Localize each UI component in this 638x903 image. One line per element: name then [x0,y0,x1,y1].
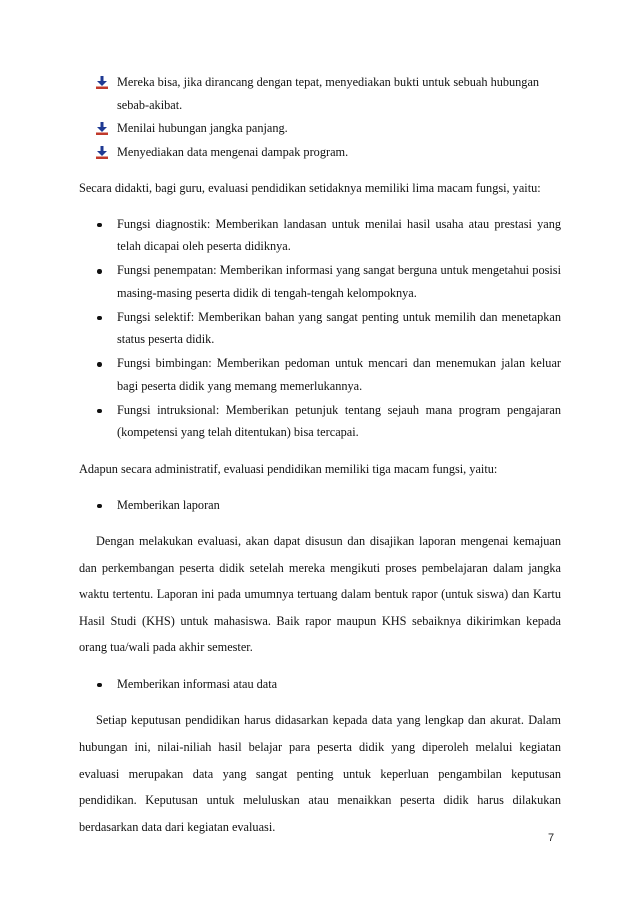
page-content [79,71,561,840]
bullet-dot-icon [97,316,102,321]
bullet-dot-icon [97,223,102,228]
bullet-dot-icon [97,362,102,367]
intro-admin: Adapun secara administratif, evaluasi pendidikan memiliki tiga macam fungsi, yaitu: [79,462,498,476]
list-item [96,117,561,140]
list-item-text: Fungsi intruksional: Memberikan petunjuk tentang sejauh mana program pengajaran (kompetensi yang telah ditentukan) bisa tercapai. [117,402,561,439]
list-item-text: Menilai hubungan jangka panjang. [117,121,288,135]
didactic-functions-list [97,213,561,444]
list-item [96,71,561,116]
bullet-dot-icon [97,269,102,274]
bullet-dot-icon [97,504,102,509]
bullet-dot-icon [97,683,102,688]
list-item [97,673,561,696]
list-item-text: Memberikan laporan [117,497,220,512]
admin-paragraph-2: Setiap keputusan pendidikan harus didasarkan kepada data yang lengkap dan akurat. Dalam hubungan ini, nilai-niliah hasil belajar para peserta didik yang diperoleh melalui kegiatan evaluasi merupakan data yang sangat penting untuk keperluan pengambilan keputusan pendidikan. Keputusan untuk meluluskan atau menaikkan peserta didik harus dilakukan berdasarkan data dari kegiatan evaluasi. [79,713,561,834]
list-item-text: Fungsi selektif: Memberikan bahan yang sangat penting untuk memilih dan menetapkan status peserta didik. [117,309,561,346]
list-item [97,399,561,444]
list-item-text: Menyediakan data mengenai dampak program. [117,144,349,159]
list-item-text: Fungsi penempatan: Memberikan informasi yang sangat berguna untuk mengetahui posisi masing-masing peserta didik di tengah-tengah kelompoknya. [117,263,561,300]
list-item [97,213,561,258]
list-item [97,352,561,397]
arrow-bullet-icon [96,76,108,89]
list-item [97,494,561,517]
page-number: 7 [548,832,555,844]
arrow-bullet-icon [96,146,108,159]
admin-functions-list-1 [97,494,561,517]
arrow-bullet-list [96,71,561,163]
list-item-text: Mereka bisa, jika dirancang dengan tepat, menyediakan bukti untuk sebuah hubungan sebab-akibat. [117,75,540,112]
list-item [96,141,561,164]
intro-didactic: Secara didakti, bagi guru, evaluasi pendidikan setidaknya memiliki lima macam fungsi, yaitu: [79,181,541,195]
list-item-text: Fungsi diagnostik: Memberikan landasan untuk menilai hasil usaha atau prestasi yang telah dicapai oleh peserta didiknya. [117,216,561,253]
list-item-text: Memberikan informasi atau data [117,676,278,691]
arrow-bullet-icon [96,122,108,135]
bullet-dot-icon [97,409,102,414]
list-item [97,306,561,351]
admin-paragraph-1: Dengan melakukan evaluasi, akan dapat disusun dan disajikan laporan mengenai kemajuan dan perkembangan peserta didik setelah mereka mengikuti proses pembelajaran dalam jangka waktu tertentu. Laporan ini pada umumnya tertuang dalam bentuk rapor (untuk siswa) dan Kartu Hasil Studi (KHS) untuk mahasiswa. Baik rapor maupun KHS sebaiknya dikirimkan kepada orang tua/wali pada akhir semester. [79,534,561,655]
list-item-text: Fungsi bimbingan: Memberikan pedoman untuk mencari dan menemukan jalan keluar bagi peserta didik yang memang memerlukannya. [117,356,561,393]
admin-functions-list-2 [97,673,561,696]
list-item [97,259,561,304]
